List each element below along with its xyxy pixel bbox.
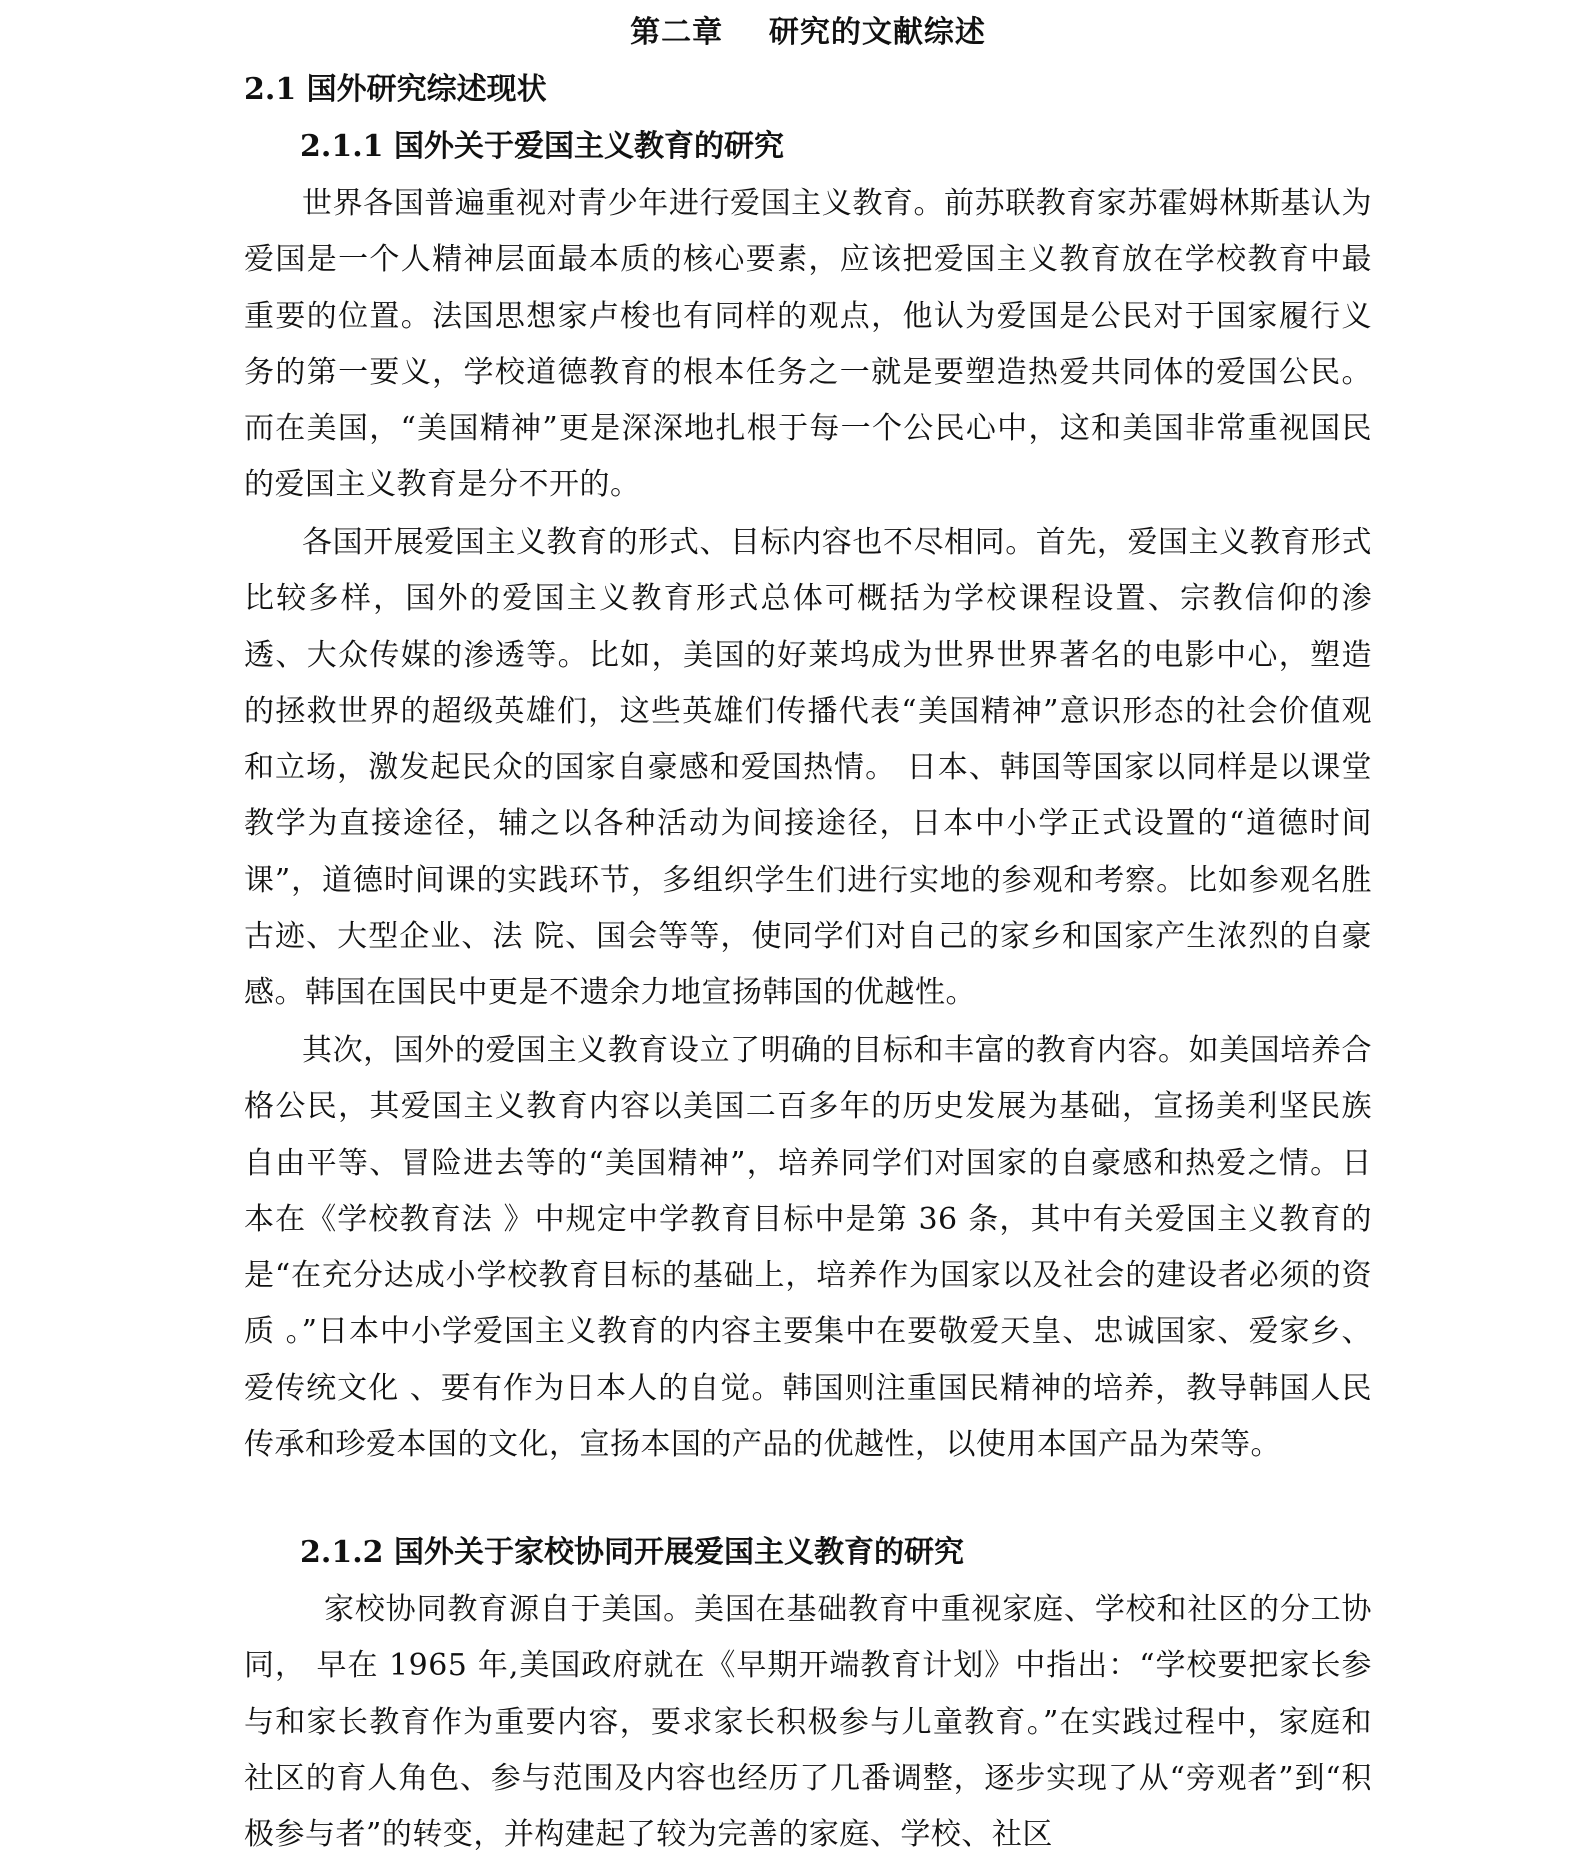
section-heading-2-1-2: 2.1.2 国外关于家校协同开展爱国主义教育的研究 bbox=[300, 1535, 964, 1570]
paragraph-patriotism-importance: 世界各国普遍重视对青少年进行爱国主义教育。前苏联教育家苏霍姆林斯基认为爱国是一个人精神层面最本质的核心要素，应该把爱国主义教育放在学校教育中最重要的位置。法国思想家卢梭也有同样的观点，他认为爱国是公民对于国家履行义务的第一要义，学校道德教育的根本任务之一就是要塑造热爱共同体的爱国公民。而在美国，“美国精神”更是深深地扎根于每一个公民心中，这和美国非常重视国民的爱国主义教育是分不开的。 bbox=[244, 186, 1372, 503]
chapter-title: 第二章 研究的文献综述 bbox=[630, 15, 986, 50]
paragraph-home-school-cooperation: 家校协同教育源自于美国。美国在基础教育中重视家庭、学校和社区的分工协同， 早在 1965 年,美国政府就在《早期开端教育计划》中指出：“学校要把家长参与和家长教育作为重要内容，要求家长积极参与儿童教育。”在实践过程中，家庭和社区的育人角色、参与范围及内容也经历了几番调整，逐步实现了从“旁观者”到“积极参与者”的转变，并构建起了较为完善的家庭、学校、社区 bbox=[244, 1592, 1372, 1853]
paragraph-patriotism-goals-content: 其次，国外的爱国主义教育设立了明确的目标和丰富的教育内容。如美国培养合格公民，其爱国主义教育内容以美国二百多年的历史发展为基础，宣扬美利坚民族自由平等、冒险进去等的“美国精神”，培养同学们对国家的自豪感和热爱之情。日本在《学校教育法 》中规定中学教育目标中是第 36 条，其中有关爱国主义教育的是“在充分达成小学校教育目标的基础上，培养作为国家以及社会的建设者必须的资质 。”日本中小学爱国主义教育的内容主要集中在要敬爱天皇、忠诚国家、爱家乡、爱传统文化 、要有作为日本人的自觉。韩国则注重国民精神的培养，教导韩国人民传承和珍爱本国的文化，宣扬本国的产品的优越性，以使用本国产品为荣等。 bbox=[244, 1033, 1372, 1463]
section-heading-2-1: 2.1 国外研究综述现状 bbox=[244, 72, 547, 107]
paragraph-patriotism-forms: 各国开展爱国主义教育的形式、目标内容也不尽相同。首先，爱国主义教育形式比较多样，国外的爱国主义教育形式总体可概括为学校课程设置、宗教信仰的渗透、大众传媒的渗透等。比如，美国的好莱坞成为世界世界著名的电影中心，塑造的拯救世界的超级英雄们，这些英雄们传播代表“美国精神”意识形态的社会价值观和立场，激发起民众的国家自豪感和爱国热情。 日本、韩国等国家以同样是以课堂教学为直接途径，辅之以各种活动为间接途径，日本中小学正式设置的“道德时间课”，道德时间课的实践环节，多组织学生们进行实地的参观和考察。比如参观名胜古迹、大型企业、法 院、国会等等，使同学们对自己的家乡和国家产生浓烈的自豪感。韩国在国民中更是不遗余力地宣扬韩国的优越性。 bbox=[244, 525, 1372, 1011]
section-heading-2-1-1: 2.1.1 国外关于爱国主义教育的研究 bbox=[300, 129, 784, 164]
